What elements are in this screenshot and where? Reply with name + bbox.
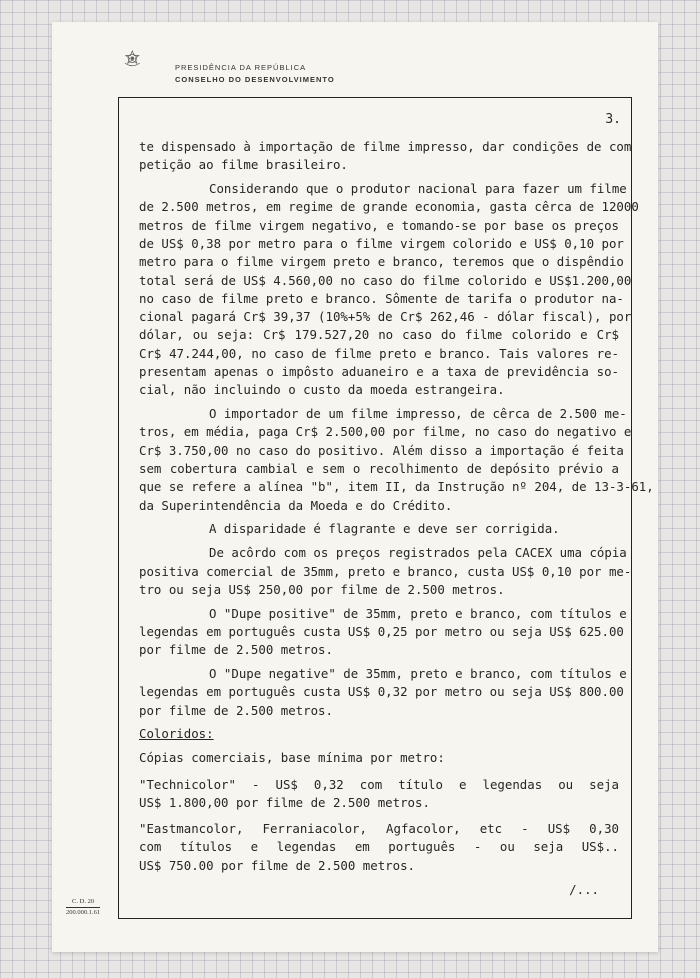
print-run-label: 200.000.1.61 xyxy=(66,909,101,916)
text-line: Cr$ 3.750,00 no caso do positivo. Além disso a importação é feita xyxy=(139,442,624,458)
text-line: dólar, ou seja: Cr$ 179.527,20 no caso do filme colorido e Cr$ xyxy=(139,327,619,343)
text-line: Considerando que o produtor nacional para fazer um filme xyxy=(209,181,627,197)
text-line: De acôrdo com os preços registrados pela CACEX uma cópia xyxy=(209,545,627,561)
text-line: legendas em português custa US$ 0,25 por metro ou seja US$ 625.00 xyxy=(139,623,624,639)
text-line: US$ 750.00 por filme de 2.500 metros. xyxy=(139,857,416,873)
text-line: "Technicolor" - US$ 0,32 com título e legendas ou seja xyxy=(139,776,619,792)
paragraph xyxy=(139,605,627,660)
text-line: A disparidade é flagrante e deve ser corrigida. xyxy=(209,521,560,537)
text-line: com títulos e legendas em português - ou seja US$.. xyxy=(139,839,619,855)
text-line: "Eastmancolor, Ferraniacolor, Agfacolor, etc - US$ 0,30 xyxy=(139,821,619,837)
text-line: US$ 1.800,00 por filme de 2.500 metros. xyxy=(139,794,430,810)
paragraph xyxy=(139,405,654,515)
colored-intro: Cópias comerciais, base mínima por metro: xyxy=(139,750,445,766)
paragraph xyxy=(139,180,639,400)
coat-of-arms-icon xyxy=(123,49,163,89)
header-council: CONSELHO DO DESENVOLVIMENTO xyxy=(175,75,335,84)
text-line: O "Dupe negative" de 35mm, preto e branco, com títulos e xyxy=(209,666,627,682)
text-line: tro ou seja US$ 250,00 por filme de 2.500 metros. xyxy=(139,581,505,597)
colored-item xyxy=(139,820,619,875)
text-line: positiva comercial de 35mm, preto e branco, custa US$ 0,10 por me- xyxy=(139,563,632,579)
paragraph xyxy=(139,138,632,175)
text-line: que se refere a alínea "b", item II, da Instrução nº 204, de 13-3-61, xyxy=(139,479,654,495)
paragraph xyxy=(139,544,632,599)
text-line: presentam apenas o impôsto aduaneiro e a taxa de previdência so- xyxy=(139,364,619,380)
text-line: cial, não incluindo o custo da moeda estrangeira. xyxy=(139,382,505,398)
text-line: total será de US$ 4.560,00 no caso do filme colorido e US$1.200,00 xyxy=(139,272,632,288)
text-line: te dispensado à importação de filme impresso, dar condições de com xyxy=(139,139,632,154)
continuation-mark: /... xyxy=(569,881,599,897)
form-code xyxy=(66,898,100,917)
header-presidency: PRESIDÊNCIA DA REPÚBLICA xyxy=(175,63,307,72)
form-code-label: C. D. 20 xyxy=(72,898,95,905)
content-frame xyxy=(118,97,654,919)
text-line: tros, em média, paga Cr$ 2.500,00 por filme, no caso do negativo e xyxy=(139,424,632,440)
body-text xyxy=(139,138,654,899)
text-line: no caso de filme preto e branco. Sômente de tarifa o produtor na- xyxy=(139,290,624,306)
paragraph xyxy=(139,665,627,720)
text-line: O importador de um filme impresso, de cêrca de 2.500 me- xyxy=(209,406,627,422)
paragraph xyxy=(139,520,619,538)
text-line: Cr$ 47.244,00, no caso de filme preto e branco. Tais valores re- xyxy=(139,345,619,361)
document-page xyxy=(52,22,658,952)
text-line: cional pagará Cr$ 39,37 (10%+5% de Cr$ 262,46 - dólar fiscal), por xyxy=(139,309,632,325)
text-line: por filme de 2.500 metros. xyxy=(139,642,333,658)
page-number: 3. xyxy=(605,112,621,127)
text-line: O "Dupe positive" de 35mm, preto e branco, com títulos e xyxy=(209,605,627,621)
section-title-coloridos: Coloridos: xyxy=(139,726,214,742)
text-line: de 2.500 metros, em regime de grande economia, gasta cêrca de 12000 xyxy=(139,199,639,215)
text-line: da Superintendência da Moeda e do Crédito. xyxy=(139,497,453,513)
text-line: legendas em português custa US$ 0,32 por metro ou seja US$ 800.00 xyxy=(139,684,624,700)
text-line: sem cobertura cambial e sem o recolhimento de depósito prévio a xyxy=(139,461,619,477)
text-line: petição ao filme brasileiro. xyxy=(139,157,348,173)
text-line: por filme de 2.500 metros. xyxy=(139,702,333,718)
text-line: metros de filme virgem negativo, e tomando-se por base os preços xyxy=(139,217,619,233)
text-line: de US$ 0,38 por metro para o filme virgem colorido e US$ 0,10 por xyxy=(139,235,624,251)
colored-item xyxy=(139,776,619,813)
text-line: metro para o filme virgem preto e branco, teremos que o dispêndio xyxy=(139,254,624,270)
